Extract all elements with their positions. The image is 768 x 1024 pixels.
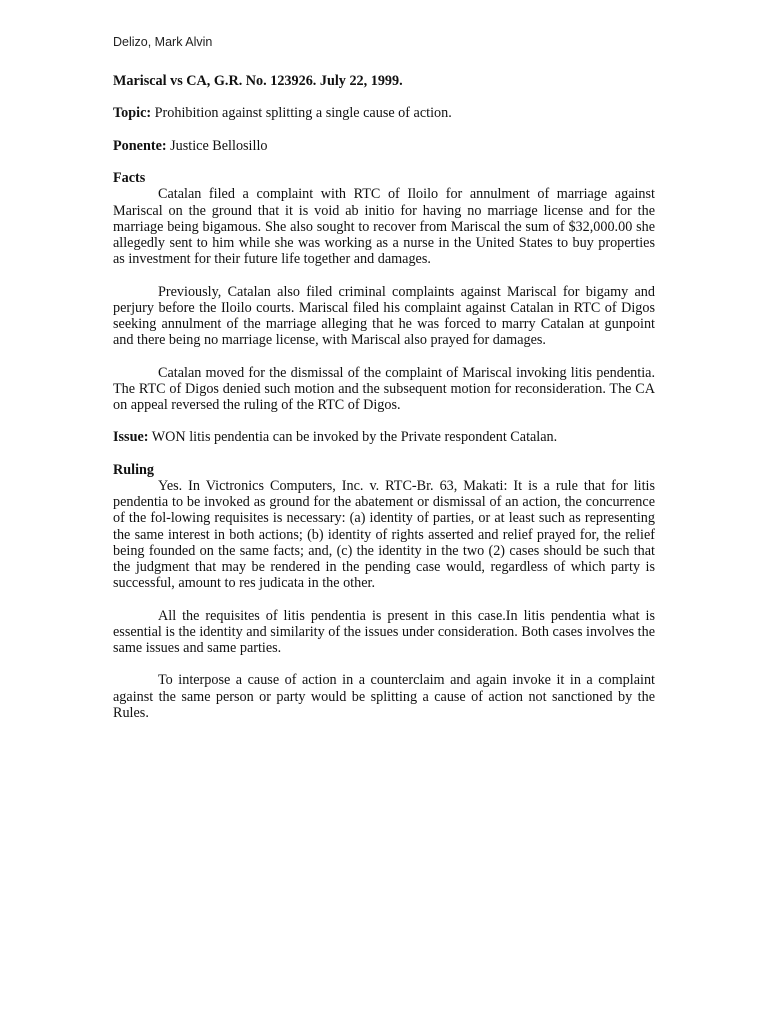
topic-label: Topic: xyxy=(113,105,152,122)
ruling-paragraph-2: All the requisites of litis pendentia is present in this case.In litis pendentia what is essential is the identity and similarity of the issues under consideration. Both cases involves the same issues and same parties. xyxy=(113,607,655,656)
ponente-label: Ponente: xyxy=(113,137,167,154)
facts-paragraph-3: Catalan moved for the dismissal of the complaint of Mariscal invoking litis pendentia. The RTC of Digos denied such motion and the subsequent motion for reconsideration. The CA on appeal reversed the ruling of the RTC of Digos. xyxy=(113,364,655,413)
ruling-paragraph-1: Yes. In Victronics Computers, Inc. v. RTC-Br. 63, Makati: It is a rule that for litis pendentia to be invoked as ground for the abatement or dismissal of an action, the concurrence of the fol-lowing requisites is necessary: (a) identity of parties, or at least such as representing the same interest in both actions; (b) identity of rights asserted and relief prayed for, the relief being founded on the same facts; and, (c) the identity in the two (2) cases should be such that the judgment that may be rendered in the pending case would, regardless of which party is successful, amount to res judicata in the other. xyxy=(113,477,655,592)
facts-paragraph-2: Previously, Catalan also filed criminal complaints against Mariscal for bigamy and perjury before the Iloilo courts. Mariscal filed his complaint against Catalan in RTC of Digos seeking annulment of the marriage alleging that he was forced to marry Catalan at gunpoint and there being no marriage license, with Mariscal also prayed for damages. xyxy=(113,283,655,349)
issue-line xyxy=(113,429,655,445)
topic-line xyxy=(113,105,655,121)
facts-heading: Facts xyxy=(113,170,146,187)
ruling-paragraph-3: To interpose a cause of action in a counterclaim and again invoke it in a complaint against the same person or party would be splitting a cause of action not sanctioned by the Rules. xyxy=(113,672,655,721)
author-name: Delizo, Mark Alvin xyxy=(113,35,213,49)
ponente-line xyxy=(113,138,655,154)
case-title: Mariscal vs CA, G.R. No. 123926. July 22, 1999. xyxy=(113,73,403,89)
ruling-heading: Ruling xyxy=(113,461,155,478)
topic-text: Prohibition against splitting a single cause of action. xyxy=(151,105,452,122)
ponente-text: Justice Bellosillo xyxy=(166,137,268,154)
facts-paragraph-1: Catalan filed a complaint with RTC of Iloilo for annulment of marriage against Mariscal on the ground that it is void ab initio for having no marriage license and for the marriage being bigamous. She also sought to recover from Mariscal the sum of $32,000.00 she allegedly sent to him while she was working as a nurse in the United States to buy properties as investment for their future life together and damages. xyxy=(113,186,655,268)
issue-text: WON litis pendentia can be invoked by the Private respondent Catalan. xyxy=(148,429,558,446)
issue-label: Issue: xyxy=(113,429,149,446)
document-body xyxy=(113,73,655,721)
